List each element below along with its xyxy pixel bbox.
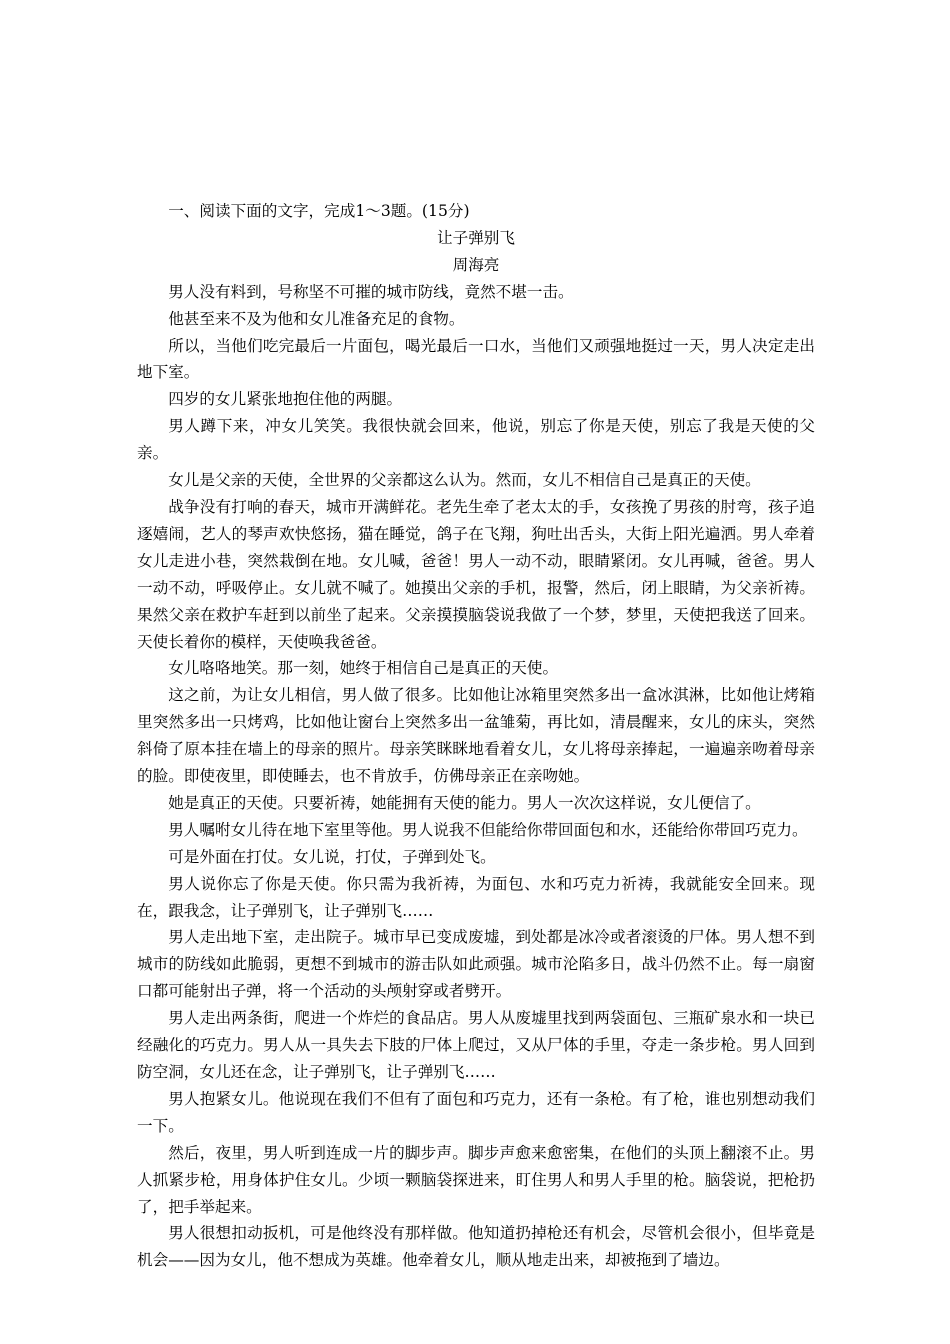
paragraph: 男人走出两条街，爬进一个炸烂的食品店。男人从废墟里找到两袋面包、三瓶矿泉水和一块已经融化的巧克力。男人从一具失去下肢的尸体上爬过，又从尸体的手里，夺走一条步枪。男人回到防空洞，女儿还在念，让子弹别飞，让子弹别飞……: [137, 1009, 815, 1081]
paragraph: 四岁的女儿紧张地抱住他的两腿。: [168, 390, 403, 409]
paragraph: 他甚至来不及为他和女儿准备充足的食物。: [168, 309, 465, 328]
paragraph: 所以，当他们吃完最后一片面包，喝光最后一口水，当他们又顽强地挺过一天，男人决定走出地下室。: [137, 336, 815, 382]
paragraph: 男人蹲下来，冲女儿笑笑。我很快就会回来，他说，别忘了你是天使，别忘了我是天使的父亲。: [137, 417, 815, 463]
paragraph: 男人抱紧女儿。他说现在我们不但有了面包和巧克力，还有一条枪。有了枪，谁也别想动我们一下。: [137, 1089, 815, 1135]
paragraph: 女儿是父亲的天使，全世界的父亲都这么认为。然而，女儿不相信自己是真正的天使。: [168, 471, 761, 490]
paragraph: 战争没有打响的春天，城市开满鲜花。老先生牵了老太太的手，女孩挽了男孩的肘弯，孩子追逐嬉闹，艺人的琴声欢快悠扬，猫在睡觉，鸽子在飞翔，狗吐出舌头，大街上阳光遍洒。男人牵着女儿走进小巷，突然栽倒在地。女儿喊，爸爸！男人一动不动，眼睛紧闭。女儿再喊，爸爸。男人一动不动，呼吸停止。女儿就不喊了。她摸出父亲的手机，报警，然后，闭上眼睛，为父亲祈祷。果然父亲在救护车赶到以前坐了起来。父亲摸摸脑袋说我做了一个梦，梦里，天使把我送了回来。天使长着你的模样，天使唤我爸爸。: [137, 497, 815, 651]
paragraph: 男人嘱咐女儿待在地下室里等他。男人说我不但能给你带回面包和水，还能给你带回巧克力。: [168, 820, 808, 839]
question-heading: 一、阅读下面的文字，完成1～3题。(15分): [168, 202, 470, 220]
paragraph: 男人很想扣动扳机，可是他终没有那样做。他知道扔掉枪还有机会，尽管机会很小，但毕竟是机会——因为女儿，他不想成为英雄。他牵着女儿，顺从地走出来，却被拖到了墙边。: [137, 1224, 815, 1270]
story-title: 让子弹别飞: [437, 228, 515, 247]
paragraph: 男人没有料到，号称坚不可摧的城市防线，竟然不堪一击。: [168, 282, 574, 301]
paragraph: 这之前，为让女儿相信，男人做了很多。比如他让冰箱里突然多出一盒冰淇淋，比如他让烤箱里突然多出一只烤鸡，比如他让窗台上突然多出一盆雏菊，再比如，清晨醒来，女儿的床头，突然斜倚了原本挂在墙上的母亲的照片。母亲笑眯眯地看着女儿，女儿将母亲捧起，一遍遍亲吻着母亲的脸。即使夜里，即使睡去，也不肯放手，仿佛母亲正在亲吻她。: [137, 686, 815, 786]
author-name: 周海亮: [452, 255, 500, 274]
paragraph: 她是真正的天使。只要祈祷，她能拥有天使的能力。男人一次次这样说，女儿便信了。: [168, 793, 761, 812]
paragraph: 女儿咯咯地笑。那一刻，她终于相信自己是真正的天使。: [168, 659, 559, 678]
paragraph: 然后，夜里，男人听到连成一片的脚步声。脚步声愈来愈密集，在他们的头顶上翻滚不止。男人抓紧步枪，用身体护住女儿。少顷一颗脑袋探进来，盯住男人和男人手里的枪。脑袋说，把枪扔了，把手举起来。: [137, 1143, 815, 1216]
document-page: [137, 198, 815, 1274]
paragraph: 男人走出地下室，走出院子。城市早已变成废墟，到处都是冰冷或者滚烫的尸体。男人想不到城市的防线如此脆弱，更想不到城市的游击队如此顽强。城市沦陷多日，战斗仍然不止。每一扇窗口都可能射出子弹，将一个活动的头颅射穿或者劈开。: [137, 928, 815, 1001]
paragraph: 男人说你忘了你是天使。你只需为我祈祷，为面包、水和巧克力祈祷，我就能安全回来。现在，跟我念，让子弹别飞，让子弹别飞……: [137, 874, 815, 920]
paragraph: 可是外面在打仗。女儿说，打仗，子弹到处飞。: [168, 847, 496, 866]
